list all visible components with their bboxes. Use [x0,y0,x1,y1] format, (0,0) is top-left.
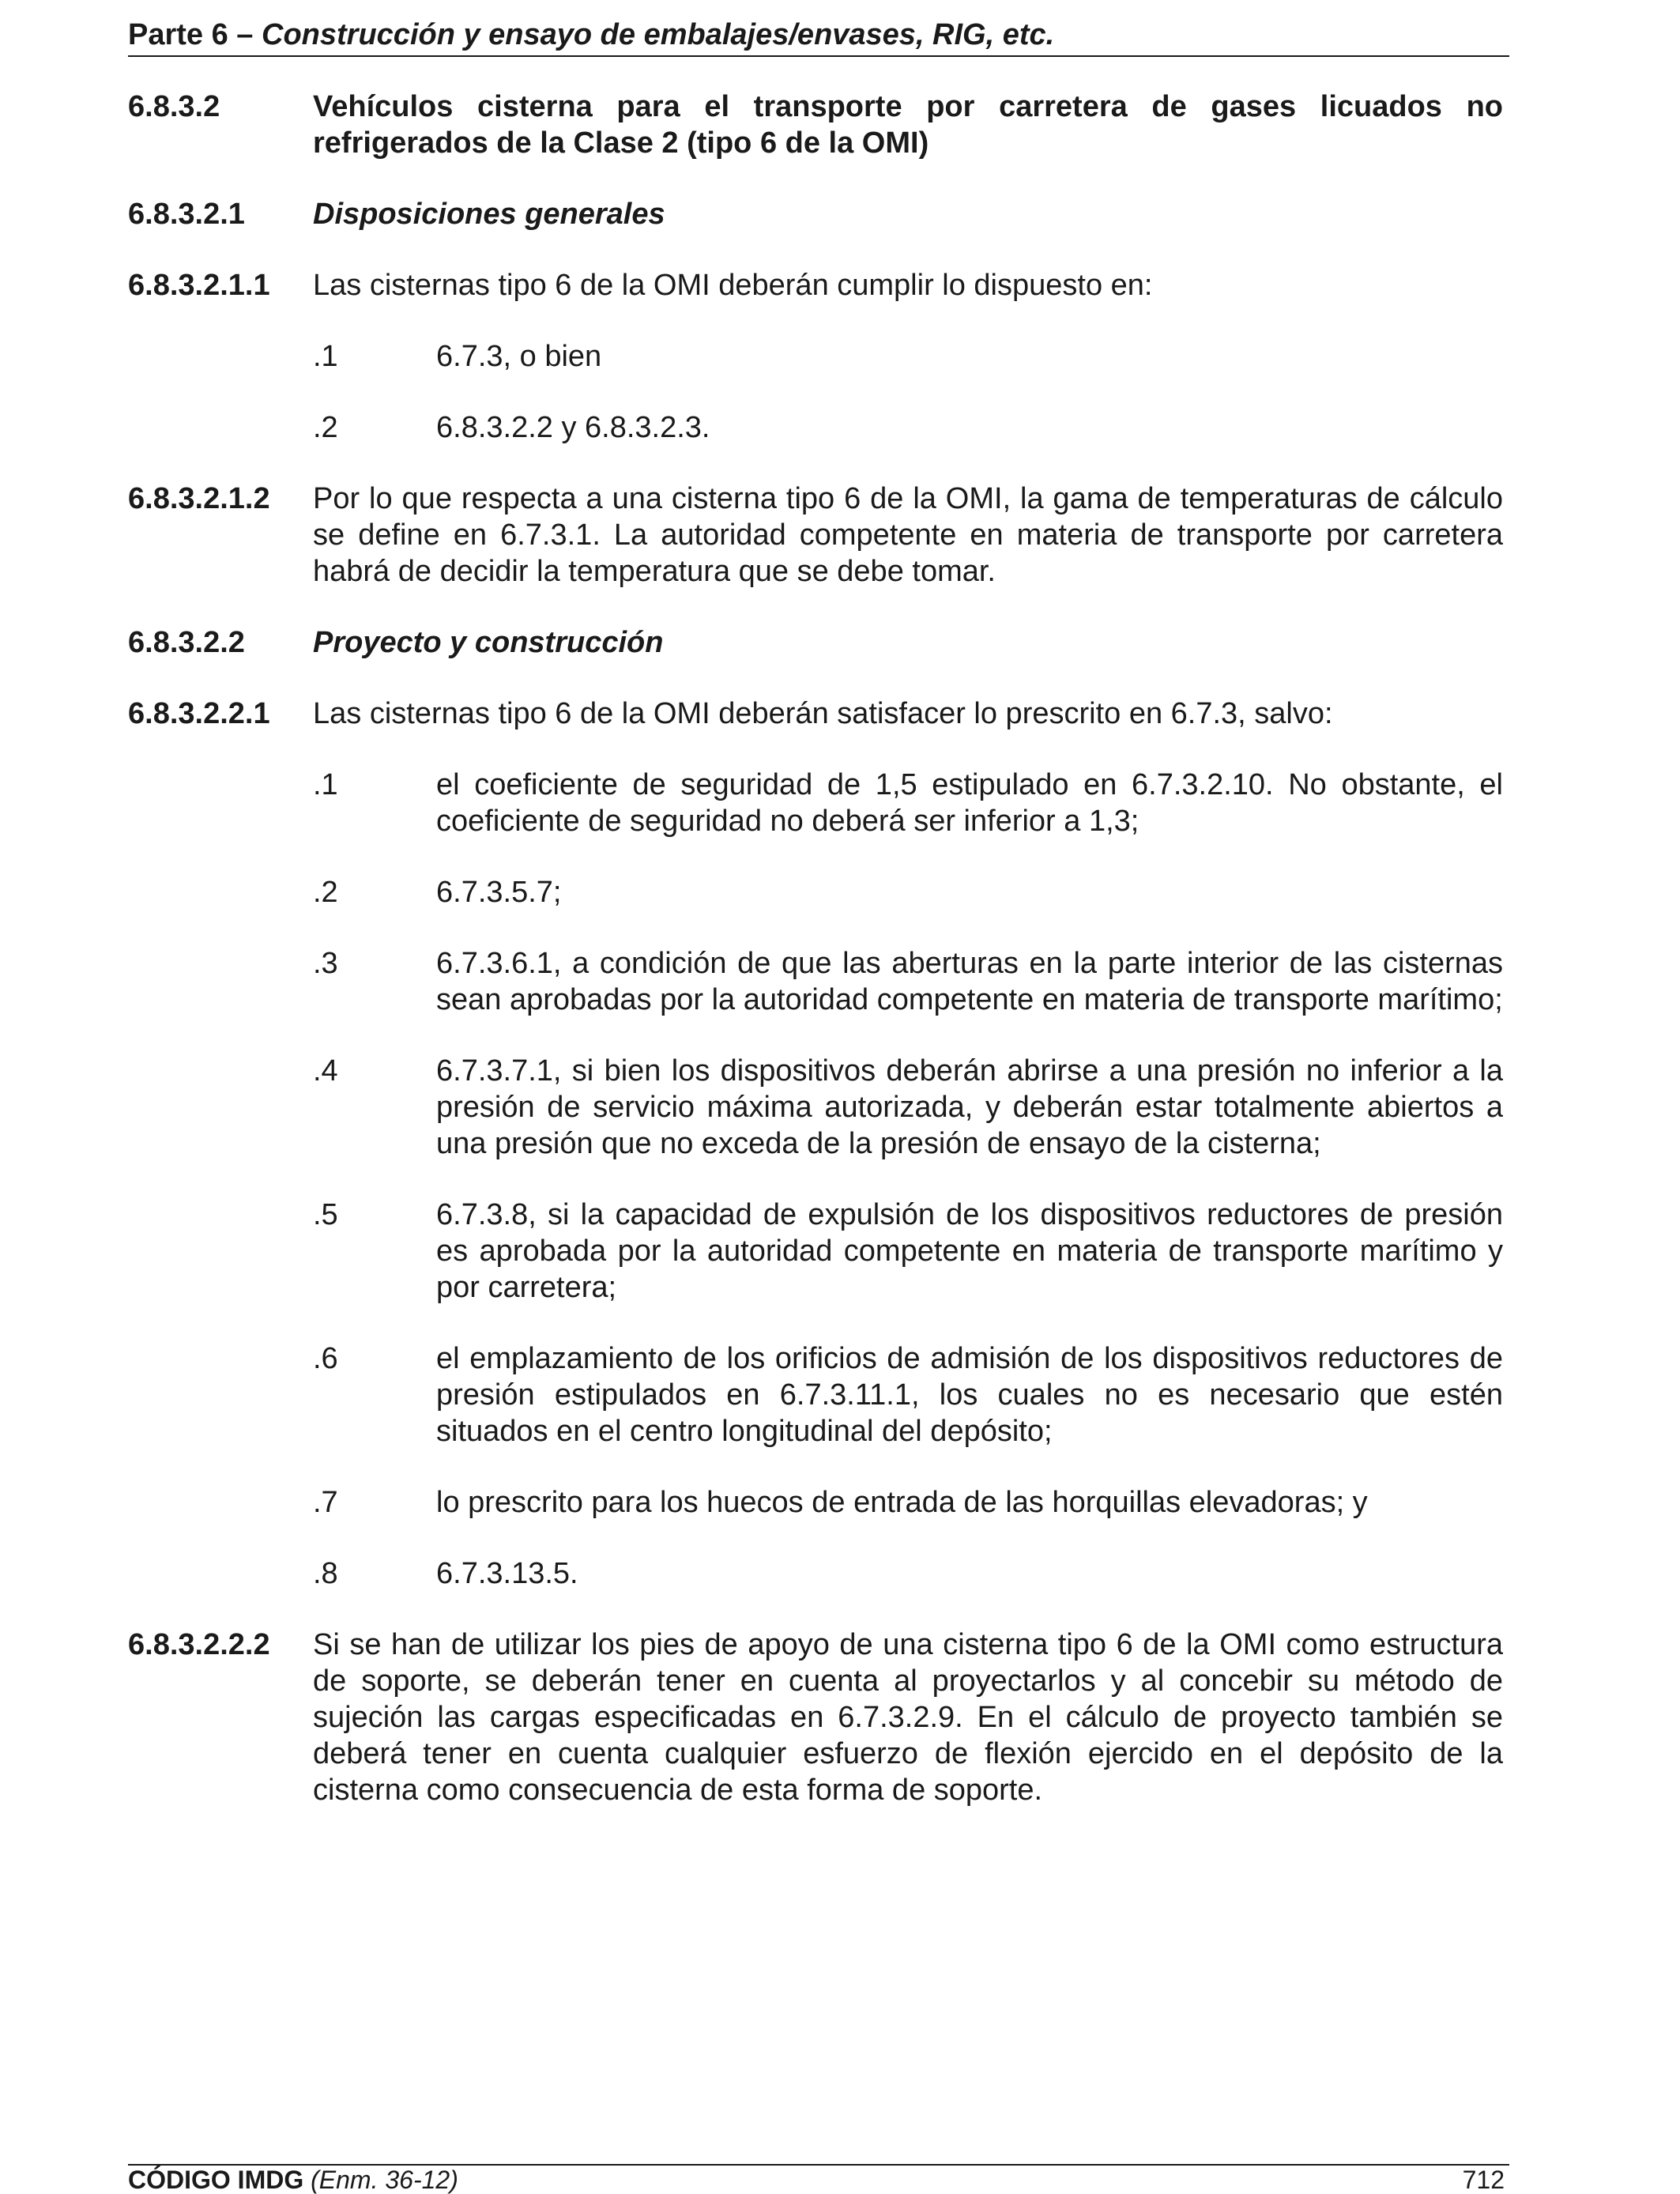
page-footer [128,2164,1509,2194]
list-marker: .1 [313,768,338,801]
section-text: Las cisternas tipo 6 de la OMI deberán satisfacer lo prescrito en 6.7.3, salvo: [313,697,1333,730]
section-heading: Proyecto y construcción [313,626,664,659]
list-marker: .4 [313,1054,338,1088]
page-header [128,14,1509,57]
section-heading: Disposiciones generales [313,198,665,231]
section-number: 6.8.3.2.2.1 [128,697,270,730]
section-heading: Vehículos cisterna para el transporte por carretera de gases licuados no refrigerados de la Clase 2 (tipo 6 de la OMI) [313,90,1503,160]
section-6-8-3-2-2-2 [128,1627,1503,1808]
list-item [313,409,1503,446]
section-6-8-3-2-2 [128,624,1503,661]
section-text: Por lo que respecta a una cisterna tipo 6 de la OMI, la gama de temperaturas de cálculo se define en 6.7.3.1. La autoridad competente en materia de transporte por carretera habrá de decidir la temperatura que se debe tomar. [313,482,1503,588]
list-item-text: lo prescrito para los huecos de entrada de las horquillas elevadoras; y [436,1486,1368,1519]
section-6-8-3-2-2-1 [128,696,1503,732]
section-6-8-3-2 [128,89,1503,161]
section-number: 6.8.3.2.1.1 [128,269,270,302]
section-number: 6.8.3.2.2.2 [128,1628,270,1661]
section-number: 6.8.3.2 [128,90,220,123]
footer-code: CÓDIGO IMDG [128,2166,304,2194]
list-item-text: 6.8.3.2.2 y 6.8.3.2.3. [436,411,710,444]
header-title: Construcción y ensayo de embalajes/envases, RIG, etc. [262,18,1055,51]
list-item [313,1053,1503,1162]
list-item-text: 6.7.3.8, si la capacidad de expulsión de los dispositivos reductores de presión es aprobada por la autoridad competente en materia de transporte marítimo y por carretera; [436,1198,1503,1304]
list-item-text: 6.7.3.6.1, a condición de que las aberturas en la parte interior de las cisternas sean aprobadas por la autoridad competente en materia de transporte marítimo; [436,947,1503,1016]
list-marker: .3 [313,947,338,980]
section-text: Si se han de utilizar los pies de apoyo de una cisterna tipo 6 de la OMI como estructura de soporte, se deberán tener en cuenta al proyectarlos y al concebir su método de sujeción las cargas especificadas en 6.7.3.2.9. En el cálculo de proyecto también se deberá tener en cuenta cualquier esfuerzo de flexión ejercido en el depósito de la cisterna como consecuencia de esta forma de soporte. [313,1628,1503,1807]
footer-left [128,2166,458,2194]
list-item-text: el coeficiente de seguridad de 1,5 estipulado en 6.7.3.2.10. No obstante, el coeficiente de seguridad no deberá ser inferior a 1,3; [436,768,1503,838]
section-number: 6.8.3.2.1 [128,198,245,231]
section-text: Las cisternas tipo 6 de la OMI deberán cumplir lo dispuesto en: [313,269,1153,302]
list-item [313,767,1503,839]
document-body [128,89,1503,1843]
list-marker: .7 [313,1486,338,1519]
list-item-text: 6.7.3.13.5. [436,1557,578,1590]
list-marker: .2 [313,876,338,909]
list-marker: .1 [313,340,338,373]
page-number: 712 [1462,2166,1505,2194]
list-marker: .2 [313,411,338,444]
header-part: Parte 6 – [128,18,254,51]
list-item-text: el emplazamiento de los orificios de admisión de los dispositivos reductores de presión estipulados en 6.7.3.11.1, los cuales no es necesario que estén situados en el centro longitudinal del depósito; [436,1342,1503,1448]
section-6-8-3-2-1-2 [128,481,1503,590]
list-item [313,1340,1503,1449]
list-item-text: 6.7.3, o bien [436,340,602,373]
list-marker: .8 [313,1557,338,1590]
section-number: 6.8.3.2.1.2 [128,482,270,515]
list-item-text: 6.7.3.5.7; [436,876,562,909]
list-marker: .5 [313,1198,338,1231]
list-item [313,874,1503,910]
section-6-8-3-2-1 [128,196,1503,232]
list-item [313,945,1503,1018]
list-item-text: 6.7.3.7.1, si bien los dispositivos deberán abrirse a una presión no inferior a la presión de servicio máxima autorizada, y deberán estar totalmente abiertos a una presión que no exceda de la presión de ensayo de la cisterna; [436,1054,1503,1160]
list-item [313,1555,1503,1592]
section-number: 6.8.3.2.2 [128,626,245,659]
list-item [313,338,1503,375]
list-item [313,1197,1503,1306]
section-6-8-3-2-1-1 [128,267,1503,303]
list-item [313,1484,1503,1521]
list-marker: .6 [313,1342,338,1375]
footer-edition: (Enm. 36-12) [311,2166,458,2194]
